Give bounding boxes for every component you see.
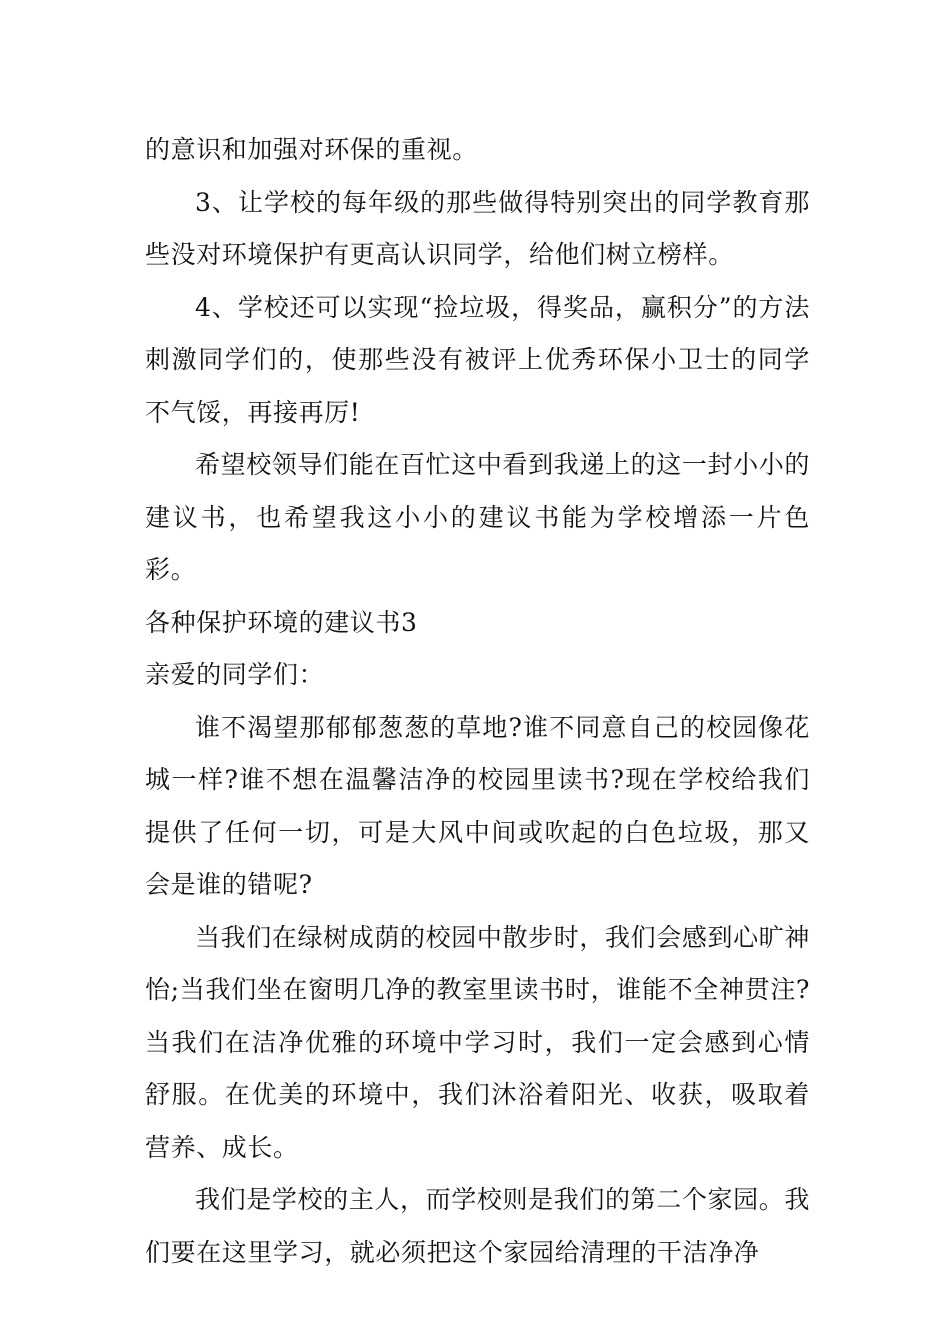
paragraph-closing: 希望校领导们能在百忙这中看到我递上的这一封小小的建议书，也希望我这小小的建议书能为学校增添一片色彩。 <box>145 450 810 584</box>
paragraph-point-4: 4、学校还可以实现“捡垃圾，得奖品，赢积分”的方法刺激同学们的，使那些没有被评上优秀环保小卫士的同学不气馁，再接再厉! <box>145 292 810 427</box>
section-heading: 各种保护环境的建议书3 <box>145 607 418 637</box>
paragraph-continuation: 的意识和加强对环保的重视。 <box>145 135 478 164</box>
paragraph-body-2: 当我们在绿树成荫的校园中散步时，我们会感到心旷神怡;当我们坐在窗明几净的教室里读书时，谁能不全神贯注?当我们在洁净优雅的环境中学习时，我们一定会感到心情舒服。在优美的环境中，我们沐浴着阳光、收获，吸取着营养、成长。 <box>145 922 810 1162</box>
salutation: 亲爱的同学们： <box>145 660 325 689</box>
document-body <box>145 124 810 1279</box>
paragraph-body-1: 谁不渴望那郁郁葱葱的草地?谁不同意自己的校园像花城一样?谁不想在温馨洁净的校园里读书?现在学校给我们提供了任何一切，可是大风中间或吹起的白色垃圾，那又会是谁的错呢? <box>145 712 810 899</box>
paragraph-point-3: 3、让学校的每年级的那些做得特别突出的同学教育那些没对环境保护有更高认识同学，给他们树立榜样。 <box>145 187 810 269</box>
paragraph-body-3: 我们是学校的主人，而学校则是我们的第二个家园。我们要在这里学习，就必须把这个家园给清理的干洁净净 <box>145 1185 810 1267</box>
